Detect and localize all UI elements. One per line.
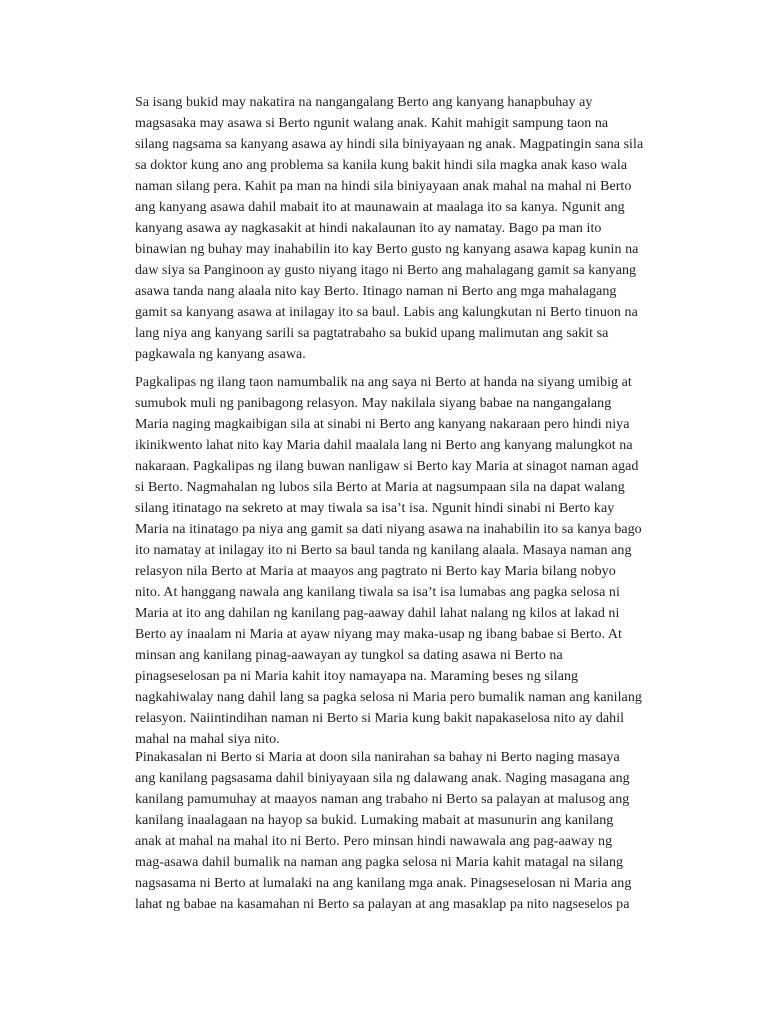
text-line: nakaraan. Pagkalipas ng ilang buwan nanligaw si Berto kay Maria at sinagot naman agad [135,459,639,474]
text-line: sumubok muli ng panibagong relasyon. May nakilala siyang babae na nangangalang [135,396,612,411]
text-line: kanyang asawa ay nagkasakit at hindi nakalaunan ito ay namatay. Bago pa man ito [135,221,602,236]
text-line: gamit sa kanyang asawa at inilagay ito sa baul. Labis ang kalungkutan ni Berto tinuon na [135,305,638,320]
text-line: mag-asawa dahil bumalik na naman ang pagka selosa ni Maria kahit matagal na silang [135,855,624,870]
text-line: ang kanyang asawa dahil mabait ito at maunawain at maalaga ito sa kanya. Ngunit ang [135,200,625,215]
text-line: magsasaka may asawa si Berto ngunit walang anak. Kahit mahigit sampung taon na [135,116,609,131]
text-line: pagkawala ng kanyang asawa. [135,347,306,362]
text-line: silang itinatago na sekreto at may tiwala sa isa’t isa. Ngunit hindi sinabi ni Berto kay [135,501,615,516]
text-line: minsan ang kanilang pinag-aawayan ay tungkol sa dating asawa ni Berto na [135,648,563,663]
text-line: Berto ay inaalam ni Maria at ayaw niyang may maka-usap ng ibang babae si Berto. At [135,627,622,642]
text-line: si Berto. Nagmahalan ng lubos sila Berto at Maria at nagsumpaan sila na dapat walang [135,480,625,495]
text-line: ikinikwento lahat nito kay Maria dahil maalala lang ni Berto ang kanyang malungkot na [135,438,633,453]
text-line: daw siya sa Panginoon ay gusto niyang itago ni Berto ang mahalagang gamit sa kanyang [135,263,637,278]
text-line: nagsasama ni Berto at lumalaki na ang kanilang mga anak. Pinagseselosan ni Maria ang [135,876,632,891]
text-line: Pinakasalan ni Berto si Maria at doon sila nanirahan sa bahay ni Berto naging masaya [135,750,620,765]
text-line: naman silang pera. Kahit pa man na hindi sila biniyayaan anak mahal na mahal ni Berto [135,179,632,194]
text-line: lahat ng babae na kasamahan ni Berto sa palayan at ang masaklap pa nito nagseselos pa [135,897,630,912]
text-line: asawa tanda nang alaala nito kay Berto. Itinago naman ni Berto ang mga mahalagang [135,284,617,299]
text-line: anak at mahal na mahal ito ni Berto. Pero minsan hindi nawawala ang pag-aaway ng [135,834,613,849]
text-line: sa doktor kung ano ang problema sa kanila kung bakit hindi sila magka anak kaso wala [135,158,628,173]
text-line: relasyon. Naiintindihan naman ni Berto si Maria kung bakit napakaselosa nito ay dahil [135,711,625,726]
text-line: Sa isang bukid may nakatira na nangangalang Berto ang kanyang hanapbuhay ay [135,95,593,110]
text-line: kanilang inaalagaan na hayop sa bukid. Lumaking mabait at masunurin ang kanilang [135,813,614,828]
text-line: lang niya ang kanyang sarili sa pagtatrabaho sa bukid upang malimutan ang sakit sa [135,326,609,341]
text-line: Maria at ito ang dahilan ng kanilang pag-aaway dahil lahat nalang ng kilos at lakad ni [135,606,620,621]
text-line: Maria naging magkaibigan sila at sinabi ni Berto ang kanyang nakaraan pero hindi niya [135,417,630,432]
text-line: relasyon nila Berto at Maria at maayos ang pagtrato ni Berto kay Maria bilang nobyo [135,564,616,579]
text-line: mahal na mahal siya nito. [135,732,280,747]
text-line: nito. At hanggang nawala ang kanilang tiwala sa isa’t isa lumabas ang pagka selosa ni [135,585,620,600]
text-line: Pagkalipas ng ilang taon namumbalik na ang saya ni Berto at handa na siyang umibig at [135,375,632,390]
paragraph-1 [135,92,655,365]
text-line: nagkahiwalay nang dahil lang sa pagka selosa ni Maria pero bumalik naman ang kanilang [135,690,642,705]
text-line: ito namatay at inilagay ito ni Berto sa baul tanda ng kanilang alaala. Masaya naman ang [135,543,632,558]
text-line: Maria na itinatago pa niya ang gamit sa dati niyang asawa na inahabilin ito sa kanya bago [135,522,642,537]
text-line: pinagseselosan pa ni Maria kahit itoy namayapa na. Maraming beses ng silang [135,669,579,684]
text-line: kanilang pamumuhay at maayos naman ang trabaho ni Berto sa palayan at malusog ang [135,792,630,807]
text-line: silang nagsama sa kanyang asawa ay hindi sila biniyayaan ng anak. Magpatingin sana sila [135,137,644,152]
text-line: binawian ng buhay may inahabilin ito kay Berto gusto ng kanyang asawa kapag kunin na [135,242,639,257]
paragraph-2 [135,372,655,750]
paragraph-3 [135,747,655,915]
text-line: ang kanilang pagsasama dahil biniyayaan sila ng dalawang anak. Naging masagana ang [135,771,630,786]
